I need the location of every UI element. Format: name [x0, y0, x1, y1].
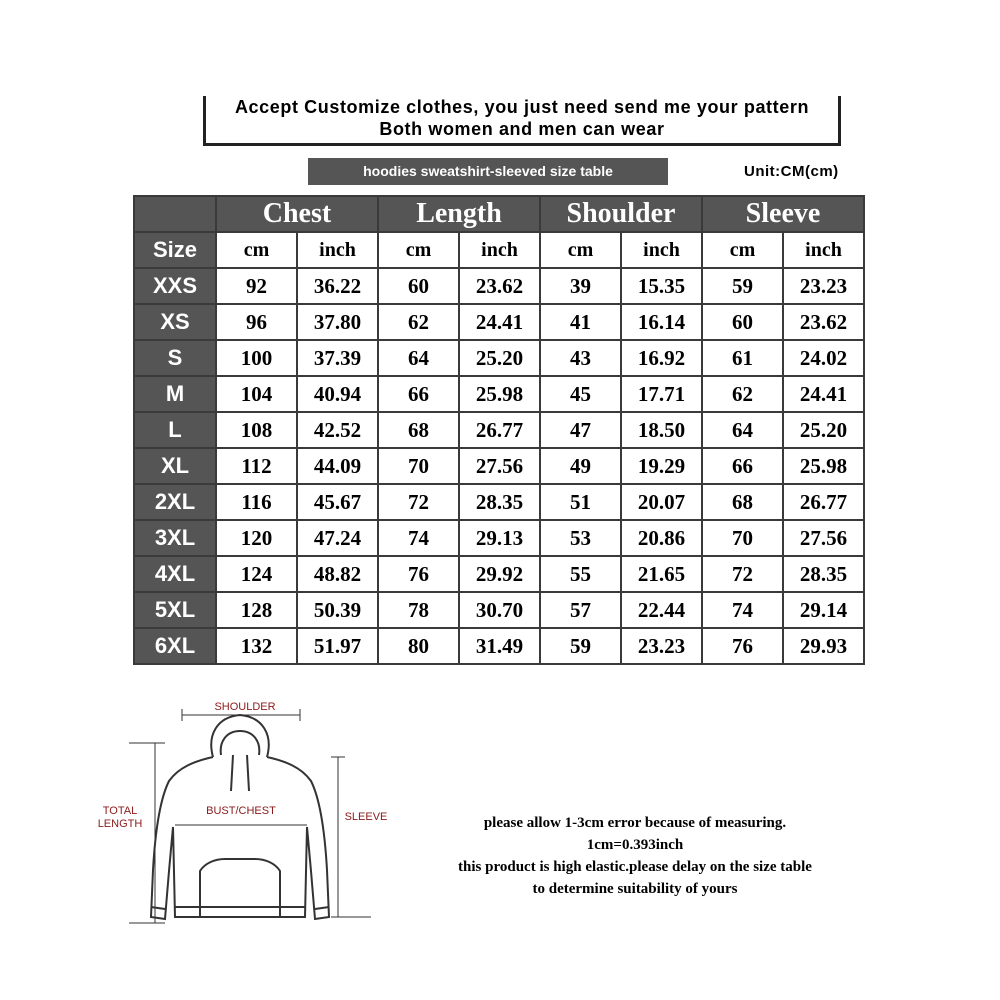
note-line: 1cm=0.393inch — [586, 837, 684, 853]
value-cell: 80 — [378, 628, 459, 664]
size-row — [134, 556, 864, 592]
value-cell: 29.93 — [783, 628, 864, 664]
value-cell: 112 — [216, 448, 297, 484]
size-table — [133, 195, 865, 665]
value-cell: 108 — [216, 412, 297, 448]
value-cell: 31.49 — [459, 628, 540, 664]
note-line: this product is high elastic.please delay on the size table — [458, 859, 812, 875]
value-cell: 128 — [216, 592, 297, 628]
unit-inch: inch — [297, 232, 378, 268]
value-cell: 44.09 — [297, 448, 378, 484]
value-cell: 64 — [702, 412, 783, 448]
group-shoulder: Shoulder — [540, 196, 702, 232]
value-cell: 50.39 — [297, 592, 378, 628]
size-row — [134, 520, 864, 556]
value-cell: 120 — [216, 520, 297, 556]
value-cell: 47 — [540, 412, 621, 448]
group-header-row — [134, 196, 864, 232]
value-cell: 15.35 — [621, 268, 702, 304]
hoodie-measurement-diagram — [95, 695, 425, 930]
value-cell: 36.22 — [297, 268, 378, 304]
value-cell: 70 — [378, 448, 459, 484]
value-cell: 19.29 — [621, 448, 702, 484]
value-cell: 30.70 — [459, 592, 540, 628]
value-cell: 24.02 — [783, 340, 864, 376]
value-cell: 66 — [378, 376, 459, 412]
unit-inch: inch — [459, 232, 540, 268]
unit-header-row — [134, 232, 864, 268]
size-cell: 4XL — [134, 556, 216, 592]
value-cell: 29.13 — [459, 520, 540, 556]
size-cell: S — [134, 340, 216, 376]
group-chest: Chest — [216, 196, 378, 232]
value-cell: 72 — [378, 484, 459, 520]
value-cell: 16.14 — [621, 304, 702, 340]
value-cell: 45 — [540, 376, 621, 412]
value-cell: 100 — [216, 340, 297, 376]
size-cell: XS — [134, 304, 216, 340]
value-cell: 25.20 — [783, 412, 864, 448]
value-cell: 22.44 — [621, 592, 702, 628]
value-cell: 43 — [540, 340, 621, 376]
value-cell: 74 — [378, 520, 459, 556]
value-cell: 104 — [216, 376, 297, 412]
group-sleeve: Sleeve — [702, 196, 864, 232]
total-label-1: TOTAL — [102, 805, 138, 817]
value-cell: 51.97 — [297, 628, 378, 664]
value-cell: 49 — [540, 448, 621, 484]
value-cell: 92 — [216, 268, 297, 304]
value-cell: 68 — [378, 412, 459, 448]
shoulder-label: SHOULDER — [214, 701, 276, 713]
value-cell: 57 — [540, 592, 621, 628]
corner-cell — [134, 196, 216, 232]
value-cell: 64 — [378, 340, 459, 376]
value-cell: 18.50 — [621, 412, 702, 448]
value-cell: 96 — [216, 304, 297, 340]
size-row — [134, 304, 864, 340]
size-cell: 5XL — [134, 592, 216, 628]
value-cell: 74 — [702, 592, 783, 628]
value-cell: 42.52 — [297, 412, 378, 448]
value-cell: 26.77 — [459, 412, 540, 448]
size-row — [134, 340, 864, 376]
value-cell: 55 — [540, 556, 621, 592]
value-cell: 37.80 — [297, 304, 378, 340]
size-cell: 2XL — [134, 484, 216, 520]
value-cell: 124 — [216, 556, 297, 592]
value-cell: 27.56 — [783, 520, 864, 556]
value-cell: 29.92 — [459, 556, 540, 592]
value-cell: 60 — [702, 304, 783, 340]
banner-line-2: Both women and men can wear — [379, 119, 665, 139]
value-cell: 40.94 — [297, 376, 378, 412]
value-cell: 53 — [540, 520, 621, 556]
size-header: Size — [134, 232, 216, 268]
value-cell: 24.41 — [459, 304, 540, 340]
size-cell: M — [134, 376, 216, 412]
size-row — [134, 484, 864, 520]
value-cell: 23.23 — [783, 268, 864, 304]
value-cell: 61 — [702, 340, 783, 376]
value-cell: 41 — [540, 304, 621, 340]
unit-inch: inch — [783, 232, 864, 268]
value-cell: 66 — [702, 448, 783, 484]
size-row — [134, 376, 864, 412]
value-cell: 45.67 — [297, 484, 378, 520]
value-cell: 47.24 — [297, 520, 378, 556]
value-cell: 23.23 — [621, 628, 702, 664]
value-cell: 132 — [216, 628, 297, 664]
value-cell: 70 — [702, 520, 783, 556]
total-label-2: LENGTH — [97, 818, 143, 830]
unit-cm: cm — [540, 232, 621, 268]
size-cell: 6XL — [134, 628, 216, 664]
value-cell: 59 — [702, 268, 783, 304]
size-cell: 3XL — [134, 520, 216, 556]
value-cell: 25.20 — [459, 340, 540, 376]
value-cell: 28.35 — [459, 484, 540, 520]
unit-cm: cm — [216, 232, 297, 268]
size-row — [134, 628, 864, 664]
value-cell: 17.71 — [621, 376, 702, 412]
value-cell: 28.35 — [783, 556, 864, 592]
size-row — [134, 448, 864, 484]
banner-line-1: Accept Customize clothes, you just need send me your pattern — [234, 97, 810, 117]
value-cell: 20.07 — [621, 484, 702, 520]
value-cell: 20.86 — [621, 520, 702, 556]
sleeve-label: SLEEVE — [344, 811, 388, 823]
value-cell: 60 — [378, 268, 459, 304]
value-cell: 37.39 — [297, 340, 378, 376]
header-banner — [203, 96, 841, 146]
note-line: to determine suitability of yours — [532, 881, 738, 897]
value-cell: 76 — [378, 556, 459, 592]
table-title: hoodies sweatshirt-sleeved size table — [308, 158, 668, 185]
value-cell: 59 — [540, 628, 621, 664]
unit-cm: cm — [378, 232, 459, 268]
size-cell: XL — [134, 448, 216, 484]
value-cell: 29.14 — [783, 592, 864, 628]
size-row — [134, 268, 864, 304]
value-cell: 25.98 — [459, 376, 540, 412]
note-line: please allow 1-3cm error because of measuring. — [483, 815, 787, 831]
value-cell: 68 — [702, 484, 783, 520]
measurement-notes — [395, 812, 875, 900]
unit-label: Unit:CM(cm) — [744, 163, 839, 180]
value-cell: 62 — [378, 304, 459, 340]
value-cell: 116 — [216, 484, 297, 520]
size-cell: L — [134, 412, 216, 448]
value-cell: 23.62 — [783, 304, 864, 340]
unit-cm: cm — [702, 232, 783, 268]
size-cell: XXS — [134, 268, 216, 304]
value-cell: 48.82 — [297, 556, 378, 592]
group-length: Length — [378, 196, 540, 232]
value-cell: 62 — [702, 376, 783, 412]
value-cell: 27.56 — [459, 448, 540, 484]
value-cell: 51 — [540, 484, 621, 520]
bust-chest-label: BUST/CHEST — [206, 805, 276, 817]
value-cell: 21.65 — [621, 556, 702, 592]
size-row — [134, 412, 864, 448]
value-cell: 76 — [702, 628, 783, 664]
size-row — [134, 592, 864, 628]
value-cell: 25.98 — [783, 448, 864, 484]
value-cell: 72 — [702, 556, 783, 592]
unit-inch: inch — [621, 232, 702, 268]
value-cell: 39 — [540, 268, 621, 304]
value-cell: 23.62 — [459, 268, 540, 304]
value-cell: 78 — [378, 592, 459, 628]
value-cell: 24.41 — [783, 376, 864, 412]
value-cell: 16.92 — [621, 340, 702, 376]
value-cell: 26.77 — [783, 484, 864, 520]
